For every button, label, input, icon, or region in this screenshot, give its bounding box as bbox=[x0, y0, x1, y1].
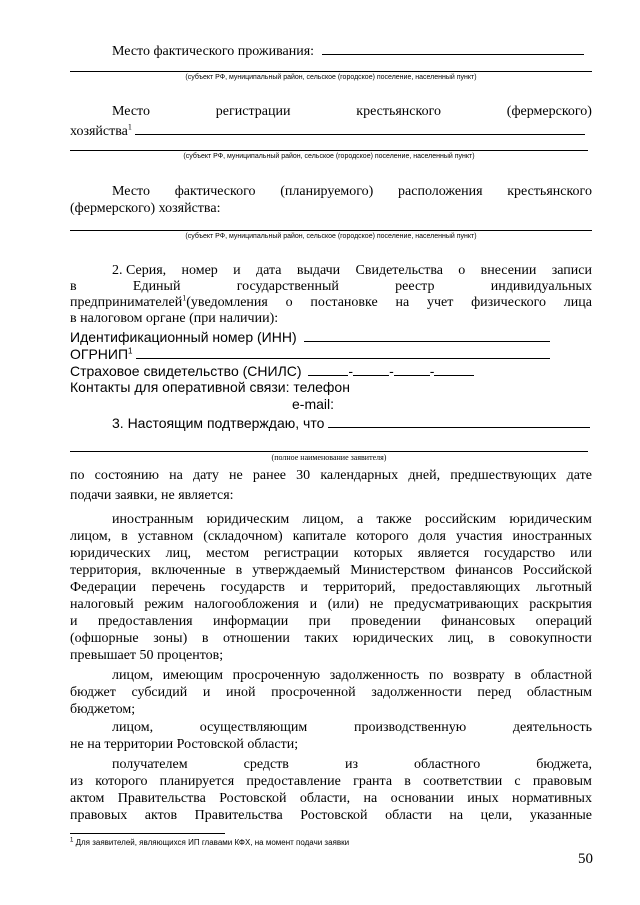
body-line bbox=[112, 757, 592, 773]
text-word: в bbox=[404, 774, 411, 789]
text-word: при bbox=[308, 614, 331, 629]
text-word: которого bbox=[95, 774, 148, 789]
footnote-ref: 1 bbox=[182, 293, 187, 303]
applicant-name-line[interactable] bbox=[328, 414, 590, 428]
text-word: в bbox=[201, 631, 209, 646]
email-line: e-mail: bbox=[292, 396, 335, 412]
text-word: финансов bbox=[455, 563, 513, 578]
text-word: льготный bbox=[535, 580, 592, 595]
text-word: на bbox=[169, 468, 183, 483]
registration-caption: (субъект РФ, муниципальный район, сельское (городское) поселение, населенный пункт) bbox=[183, 153, 475, 160]
text-word: соответствии bbox=[423, 774, 503, 789]
inn-line bbox=[70, 328, 550, 345]
registration-word: Место bbox=[112, 104, 150, 119]
text-word: с bbox=[514, 774, 521, 789]
text-word: лицом, bbox=[70, 529, 112, 544]
text-word: бюджета, bbox=[536, 757, 592, 772]
text-word: не bbox=[369, 597, 384, 612]
snils-part-1[interactable] bbox=[308, 362, 348, 376]
footnote-separator bbox=[70, 833, 225, 834]
body-line bbox=[112, 668, 592, 684]
residence-caption: (субъект РФ, муниципальный район, сельское (городское) поселение, населенный пункт) bbox=[185, 74, 477, 81]
footnote-ref: 1 bbox=[127, 122, 132, 132]
ogrnip-label: ОГРНИП bbox=[70, 346, 129, 362]
body-line bbox=[70, 597, 592, 613]
text-word: которого bbox=[356, 529, 409, 544]
text-word: внесении bbox=[480, 263, 537, 278]
location-word: Место bbox=[112, 184, 150, 199]
text-word: Федерации bbox=[70, 580, 137, 595]
text-word: операций bbox=[535, 614, 592, 629]
location-word: расположения bbox=[398, 184, 483, 199]
text-word: Ростовской bbox=[300, 808, 368, 823]
text-word: включенные bbox=[151, 563, 226, 578]
text-word bbox=[70, 295, 268, 311]
text-word: 30 bbox=[296, 468, 311, 483]
text-word: дата bbox=[256, 263, 282, 278]
text-word: задолженность bbox=[329, 668, 420, 683]
snils-dash: - bbox=[429, 363, 435, 379]
text-word: территорий, bbox=[323, 580, 396, 595]
text-word: актов bbox=[144, 808, 178, 823]
body-line bbox=[70, 563, 592, 579]
text-word: Правительства bbox=[194, 808, 283, 823]
text-word: в bbox=[121, 529, 128, 544]
text-word: цели, bbox=[480, 808, 513, 823]
text-word: областной bbox=[530, 668, 592, 683]
body-line: бюджетом; bbox=[70, 702, 136, 717]
text-word: российским bbox=[424, 512, 497, 527]
location-caption: (субъект РФ, муниципальный район, сельское (городское) поселение, населенный пункт) bbox=[185, 233, 477, 240]
text-word: на bbox=[395, 295, 410, 310]
registration-input-line[interactable] bbox=[135, 121, 585, 135]
text-word: в bbox=[488, 631, 495, 646]
text-word: в bbox=[235, 563, 243, 578]
text-word: областным bbox=[526, 685, 592, 700]
text-word: участия bbox=[455, 529, 503, 544]
section3-intro-line bbox=[112, 414, 590, 431]
registration-rule bbox=[70, 150, 588, 151]
section3-line-1 bbox=[70, 468, 592, 484]
body-line bbox=[112, 720, 592, 736]
text-word: финансовых bbox=[441, 614, 516, 629]
text-word: (складочном) bbox=[203, 529, 283, 544]
body-line bbox=[70, 614, 592, 630]
text-word: не bbox=[229, 468, 243, 483]
text-word: лиц, bbox=[448, 631, 474, 646]
body-line bbox=[70, 631, 592, 647]
text-word: в bbox=[70, 279, 77, 294]
text-word: из bbox=[70, 774, 84, 789]
text-word: режим bbox=[144, 597, 184, 612]
text-word: совокупности bbox=[509, 631, 592, 646]
text-word: лицом, bbox=[112, 668, 154, 683]
text-word: лиц, bbox=[165, 546, 192, 561]
text-word: юридических bbox=[352, 631, 434, 646]
text-word: гранта bbox=[353, 774, 393, 789]
text-word: индивидуальных bbox=[490, 279, 592, 294]
text-word: уставном bbox=[137, 529, 194, 544]
text-word: иностранным bbox=[112, 512, 194, 527]
body-line bbox=[70, 685, 592, 701]
text-word: указанные bbox=[529, 808, 592, 823]
text-word: просроченной bbox=[271, 685, 356, 700]
text-word: возврату bbox=[453, 668, 505, 683]
text-word: производственную bbox=[353, 720, 467, 735]
section3-intro: 3. Настоящим подтверждаю, что bbox=[112, 415, 325, 431]
text-word: государственный bbox=[236, 279, 339, 294]
body-line: не на территории Ростовской области; bbox=[70, 737, 299, 752]
text-word: является bbox=[417, 546, 470, 561]
location-line-2: (фермерского) хозяйства: bbox=[70, 201, 221, 216]
text-word: средств bbox=[243, 757, 289, 772]
text-word: информации bbox=[212, 614, 289, 629]
text-word: правовым bbox=[532, 774, 592, 789]
location-rule bbox=[70, 230, 592, 231]
text-word: из bbox=[344, 757, 358, 772]
text-word: дней, bbox=[408, 468, 441, 483]
snils-part-3[interactable] bbox=[394, 362, 430, 376]
text-word: просроченную bbox=[232, 668, 321, 683]
text-word: в bbox=[514, 668, 521, 683]
text-word: или bbox=[570, 546, 592, 561]
text-word: юридическим bbox=[206, 512, 290, 527]
text-word: местом bbox=[205, 546, 250, 561]
body-line bbox=[112, 512, 592, 528]
text-word: субсидий bbox=[131, 685, 188, 700]
text-word: области bbox=[385, 808, 432, 823]
registration-line-1 bbox=[112, 104, 592, 120]
body-line bbox=[70, 774, 592, 790]
text-word: предпринимателей bbox=[70, 295, 183, 310]
text-word: Российской bbox=[522, 563, 592, 578]
residence-input-line[interactable] bbox=[322, 41, 584, 55]
text-word: на bbox=[363, 791, 378, 806]
text-word: областного bbox=[414, 757, 481, 772]
text-word: выдачи bbox=[296, 263, 341, 278]
text-word: перед bbox=[477, 685, 512, 700]
text-word: лица bbox=[563, 295, 592, 310]
inn-input-line[interactable] bbox=[304, 328, 550, 342]
registration-label: хозяйства bbox=[70, 124, 128, 139]
text-word: лицом, bbox=[302, 512, 344, 527]
footnote bbox=[70, 838, 349, 848]
text-word: получателем bbox=[112, 757, 188, 772]
residence-label: Место фактического проживания: bbox=[112, 44, 315, 59]
location-word: (планируемого) bbox=[280, 184, 374, 199]
text-word: предоставляющих bbox=[411, 580, 521, 595]
text-word: а bbox=[356, 512, 364, 527]
residence-rule bbox=[70, 71, 592, 72]
snils-label: Страховое свидетельство (СНИЛС) bbox=[70, 363, 302, 379]
body-line bbox=[70, 808, 592, 824]
text-word: предшествующих bbox=[450, 468, 557, 483]
text-word: (или) bbox=[327, 597, 360, 612]
text-word: предоставления bbox=[97, 614, 193, 629]
text-word: номер bbox=[181, 263, 218, 278]
text-word: и bbox=[70, 614, 78, 629]
ogrnip-line bbox=[70, 345, 550, 362]
text-word: и bbox=[233, 263, 241, 278]
text-word: предоставление bbox=[246, 774, 341, 789]
phone-line: Контакты для оперативной связи: телефон bbox=[70, 379, 350, 395]
text-word: (уведомления bbox=[186, 295, 268, 310]
text-word: правовых bbox=[70, 808, 128, 823]
text-word: учет bbox=[426, 295, 454, 310]
text-word: также bbox=[376, 512, 412, 527]
text-word: записи bbox=[551, 263, 592, 278]
text-word: таких bbox=[304, 631, 339, 646]
footnote-text: Для заявителей, являющихся ИП главами КФХ, на момент подачи заявки bbox=[75, 838, 350, 847]
text-word: и bbox=[309, 597, 318, 612]
section2-line-4: в налоговом органе (при наличии): bbox=[70, 311, 279, 326]
text-word: о bbox=[458, 263, 466, 278]
text-word: Единый bbox=[132, 279, 181, 294]
footnote-mark: 1 bbox=[70, 837, 74, 844]
text-word: предусматривающих bbox=[393, 597, 519, 612]
text-word: осуществляющим bbox=[199, 720, 308, 735]
text-word: иных bbox=[467, 791, 499, 806]
body-line: превышает 50 процентов; bbox=[70, 648, 224, 663]
text-word: которых bbox=[353, 546, 403, 561]
text-word: нормативных bbox=[511, 791, 592, 806]
text-word: задолженности bbox=[371, 685, 462, 700]
text-word: территория, bbox=[70, 563, 142, 578]
text-word: реестр bbox=[395, 279, 435, 294]
section3-line-2: подачи заявки, не является: bbox=[70, 488, 234, 503]
text-word: отношении bbox=[223, 631, 290, 646]
text-word: на bbox=[449, 808, 464, 823]
text-word: утверждаемый bbox=[252, 563, 341, 578]
ogrnip-input-line[interactable] bbox=[136, 345, 550, 359]
text-word: налоговый bbox=[70, 597, 134, 612]
inn-label: Идентификационный номер (ИНН) bbox=[70, 329, 297, 345]
text-word: планируется bbox=[159, 774, 235, 789]
applicant-rule bbox=[70, 451, 588, 452]
text-word: актом bbox=[70, 791, 105, 806]
text-word: дату bbox=[192, 468, 219, 483]
text-word: и bbox=[202, 685, 211, 700]
registration-word: крестьянского bbox=[356, 104, 441, 119]
page-number: 50 bbox=[578, 851, 593, 867]
text-word: налогообложения bbox=[194, 597, 299, 612]
location-word: крестьянского bbox=[507, 184, 592, 199]
text-word: перечень bbox=[151, 580, 206, 595]
snils-dash: - bbox=[389, 363, 394, 379]
snils-part-2[interactable] bbox=[353, 362, 389, 376]
text-word: Правительства bbox=[117, 791, 206, 806]
text-word: постановке bbox=[310, 295, 378, 310]
text-word: Свидетельства bbox=[355, 263, 443, 278]
location-line-1 bbox=[112, 184, 592, 200]
text-word: дате bbox=[566, 468, 592, 483]
body-line bbox=[70, 546, 592, 562]
text-word: капитале bbox=[292, 529, 347, 544]
applicant-caption: (полное наименование заявителя) bbox=[271, 453, 387, 462]
text-word: Ростовской bbox=[219, 791, 287, 806]
text-word: зоны) bbox=[153, 631, 188, 646]
text-word: области, bbox=[299, 791, 351, 806]
text-word: деятельность bbox=[512, 720, 592, 735]
text-word: по bbox=[70, 468, 85, 483]
text-word: проведении bbox=[351, 614, 421, 629]
text-word: физического bbox=[471, 295, 546, 310]
snils-dash: - bbox=[348, 363, 354, 379]
registration-word: регистрации bbox=[215, 104, 291, 119]
text-word: лицом, bbox=[112, 720, 154, 735]
text-word: иной bbox=[226, 685, 256, 700]
text-word: основании bbox=[390, 791, 454, 806]
text-word: имеющим bbox=[162, 668, 223, 683]
snils-part-4[interactable] bbox=[434, 362, 474, 376]
text-word: по bbox=[428, 668, 444, 683]
text-word: бюджет bbox=[70, 685, 116, 700]
section2-line-2 bbox=[70, 279, 592, 295]
text-word: регистрации bbox=[264, 546, 339, 561]
registration-line-2 bbox=[70, 121, 585, 140]
text-word: Министерством bbox=[350, 563, 446, 578]
text-word: юридическим bbox=[509, 512, 592, 527]
body-line bbox=[70, 791, 592, 807]
text-word: раскрытия bbox=[529, 597, 592, 612]
text-word: о bbox=[285, 295, 293, 310]
text-word: государство bbox=[484, 546, 556, 561]
text-word: 2. Серия, bbox=[112, 263, 167, 278]
footnote-ref: 1 bbox=[128, 346, 133, 356]
registration-word: (фермерского) bbox=[506, 104, 592, 119]
text-word: доля bbox=[418, 529, 446, 544]
body-line bbox=[70, 529, 592, 545]
text-word: и bbox=[300, 580, 308, 595]
location-word: фактического bbox=[174, 184, 256, 199]
text-word: иностранных bbox=[512, 529, 592, 544]
text-word: юридических bbox=[70, 546, 151, 561]
text-word: государств bbox=[220, 580, 285, 595]
residence-line bbox=[112, 41, 584, 60]
text-word: ранее bbox=[252, 468, 287, 483]
section2-line-3 bbox=[70, 295, 592, 311]
snils-line bbox=[70, 362, 474, 379]
section2-line-1 bbox=[112, 263, 592, 279]
text-word: (офшорные bbox=[70, 631, 139, 646]
text-word: состоянию bbox=[94, 468, 159, 483]
text-word: календарных bbox=[320, 468, 399, 483]
body-line bbox=[70, 580, 592, 596]
